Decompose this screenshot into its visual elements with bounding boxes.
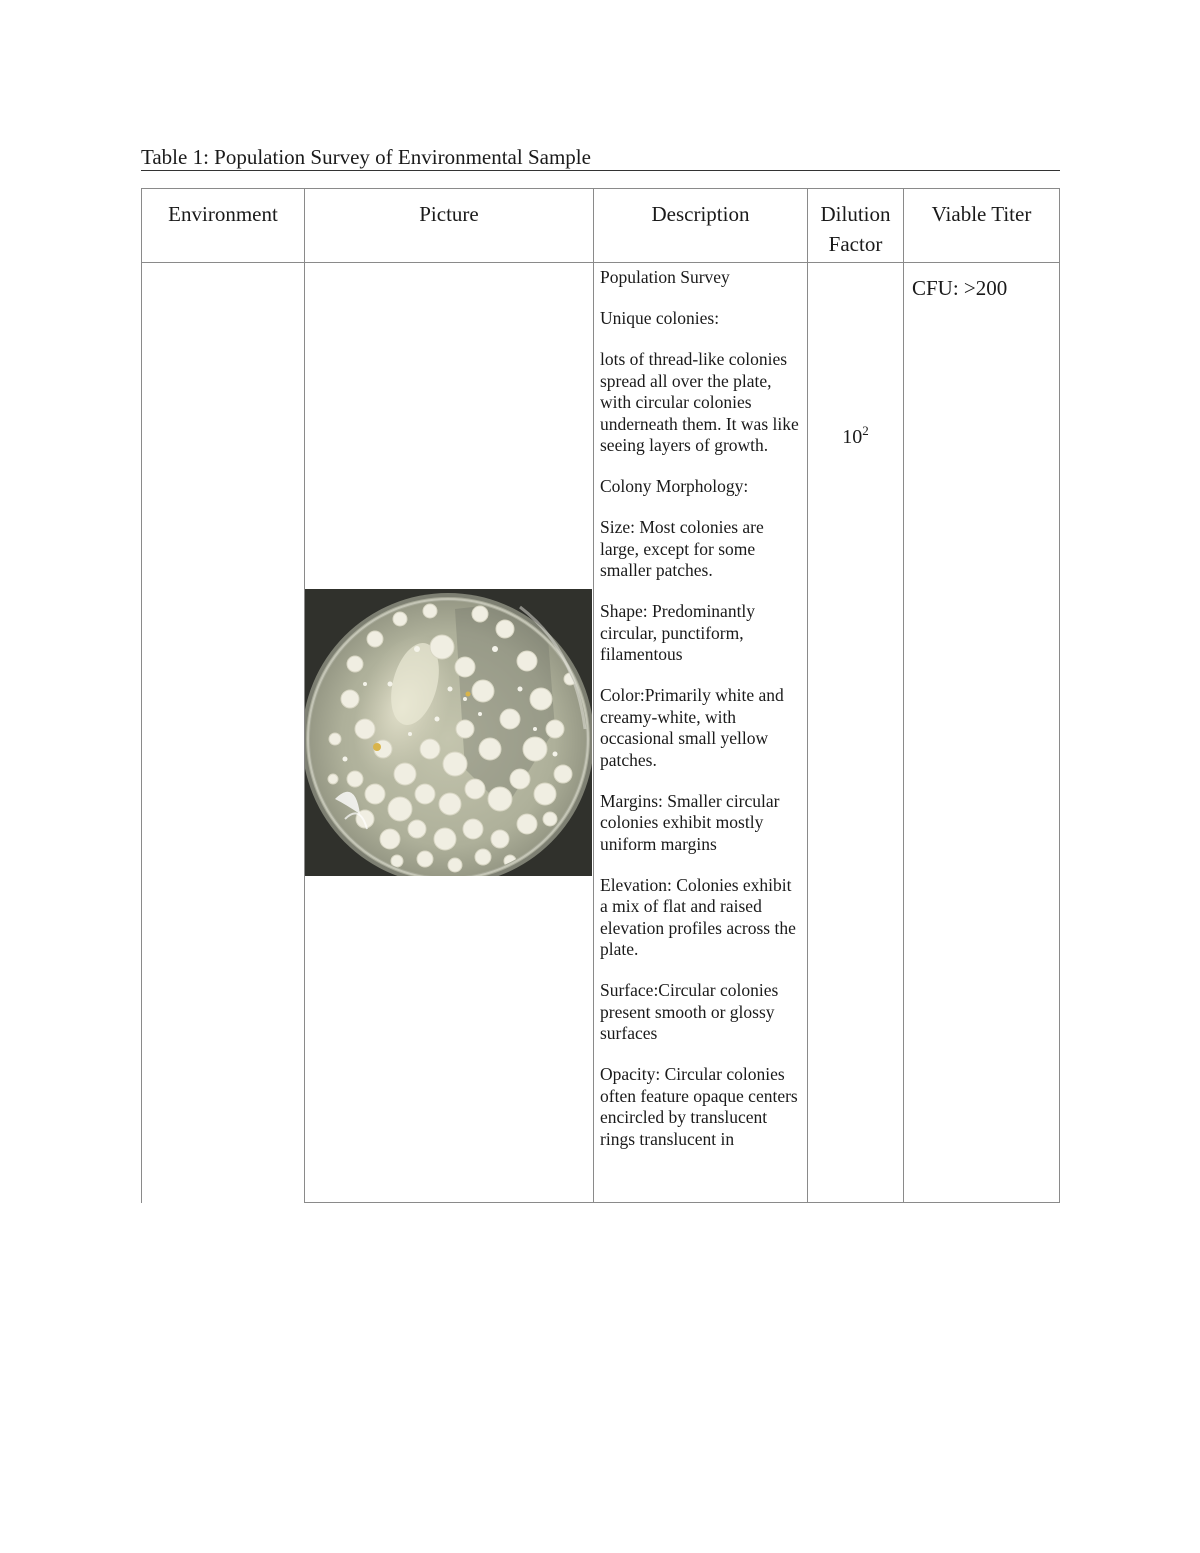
header-description: Description xyxy=(594,189,808,263)
picture-cell xyxy=(305,263,594,1203)
environment-cell xyxy=(142,263,305,1203)
table-caption: Table 1: Population Survey of Environmental Sample xyxy=(141,144,1060,171)
header-picture: Picture xyxy=(305,189,594,263)
description-paragraph: Population Survey xyxy=(600,267,730,287)
viable-titer-cell: CFU: >200 xyxy=(904,263,1060,1203)
description-paragraph: Unique colonies: xyxy=(600,308,720,328)
table-header-row xyxy=(142,189,1060,263)
description-paragraph: Color:Primarily white and creamy-white, with occasional small yellow patches. xyxy=(600,685,784,770)
population-survey-table xyxy=(141,188,1060,1203)
description-paragraph: Surface:Circular colonies present smooth or glossy surfaces xyxy=(600,980,779,1043)
table-row xyxy=(142,263,1060,1203)
header-dilution-line2: Factor xyxy=(828,232,883,256)
petri-dish-photo xyxy=(305,589,592,876)
petri-dish-image xyxy=(305,589,592,876)
description-paragraph: Shape: Predominantly circular, punctiform, filamentous xyxy=(600,601,756,664)
description-paragraph: Opacity: Circular colonies often feature opaque centers encircled by translucent rings translucent in xyxy=(600,1064,798,1149)
description-paragraph: Size: Most colonies are large, except for some smaller patches. xyxy=(600,517,764,580)
description-paragraph: Margins: Smaller circular colonies exhibit mostly uniform margins xyxy=(600,790,780,854)
header-dilution-factor xyxy=(808,189,904,263)
dilution-factor-value xyxy=(808,423,903,449)
description-paragraph: Colony Morphology: xyxy=(600,476,749,496)
dilution-factor-cell xyxy=(808,263,904,1203)
description-paragraph: Elevation: Colonies exhibit a mix of flat and raised elevation profiles across the plate. xyxy=(600,874,796,959)
header-dilution-line1: Dilution xyxy=(820,202,891,226)
header-viable-titer: Viable Titer xyxy=(904,189,1060,263)
dilution-exponent: 2 xyxy=(862,423,869,438)
description-cell xyxy=(594,263,808,1203)
dilution-base: 10 xyxy=(842,426,863,448)
header-environment: Environment xyxy=(142,189,305,263)
description-paragraph: lots of thread-like colonies spread all over the plate, with circular colonies underneath them. It was like seeing layers of growth. xyxy=(600,349,799,455)
